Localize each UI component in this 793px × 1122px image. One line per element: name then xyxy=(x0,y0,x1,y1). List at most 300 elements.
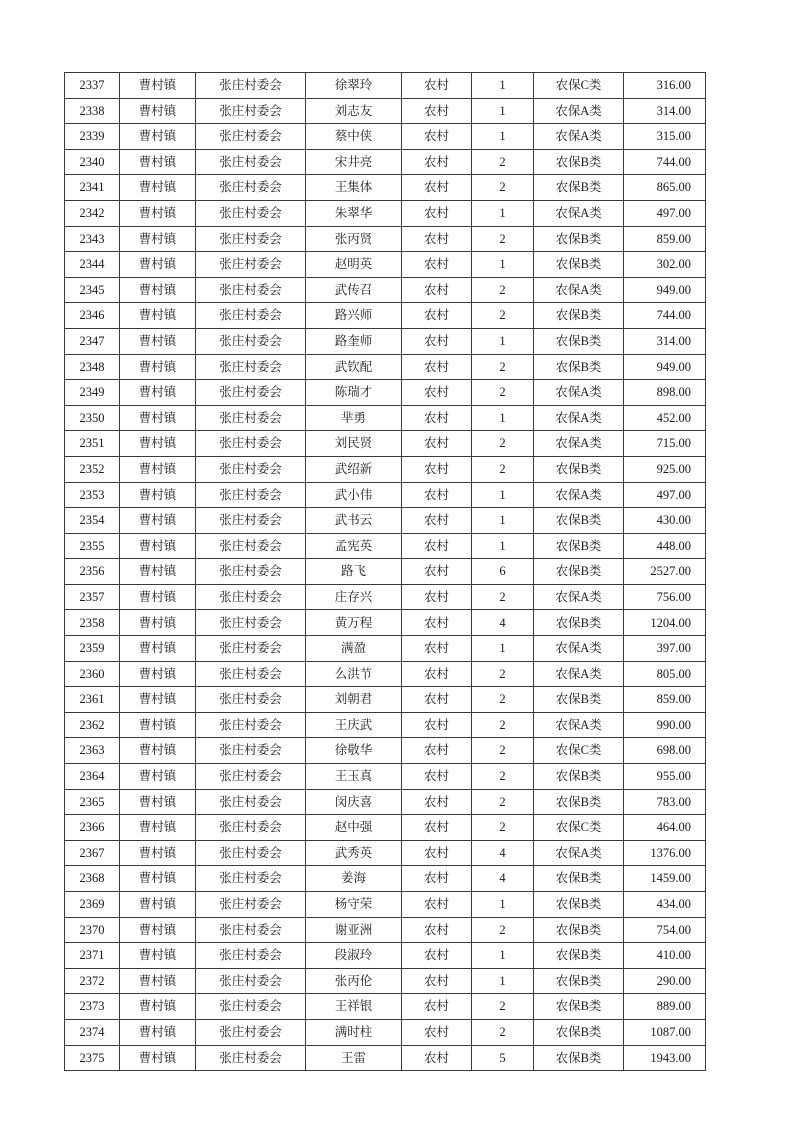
table-cell-category: 农保B类 xyxy=(534,994,624,1020)
table-cell-village: 张庄村委会 xyxy=(196,533,306,559)
table-cell-id: 2361 xyxy=(65,687,120,713)
table-cell-type: 农村 xyxy=(402,328,472,354)
table-cell-id: 2337 xyxy=(65,73,120,99)
table-cell-name: 徐敬华 xyxy=(306,738,402,764)
table-cell-amount: 859.00 xyxy=(624,226,706,252)
table-cell-count: 1 xyxy=(472,405,534,431)
table-cell-amount: 397.00 xyxy=(624,636,706,662)
table-cell-amount: 990.00 xyxy=(624,712,706,738)
table-cell-type: 农村 xyxy=(402,917,472,943)
table-cell-count: 2 xyxy=(472,584,534,610)
table-cell-town: 曹村镇 xyxy=(120,687,196,713)
table-cell-name: 张丙贤 xyxy=(306,226,402,252)
table-row xyxy=(65,636,706,662)
table-cell-village: 张庄村委会 xyxy=(196,866,306,892)
table-cell-type: 农村 xyxy=(402,226,472,252)
table-cell-count: 1 xyxy=(472,73,534,99)
table-cell-id: 2370 xyxy=(65,917,120,943)
table-cell-count: 1 xyxy=(472,482,534,508)
table-cell-type: 农村 xyxy=(402,661,472,687)
table-cell-id: 2358 xyxy=(65,610,120,636)
table-cell-id: 2372 xyxy=(65,968,120,994)
table-cell-amount: 1943.00 xyxy=(624,1045,706,1071)
table-cell-type: 农村 xyxy=(402,405,472,431)
table-row xyxy=(65,866,706,892)
table-cell-amount: 865.00 xyxy=(624,175,706,201)
table-cell-town: 曹村镇 xyxy=(120,892,196,918)
table-cell-amount: 949.00 xyxy=(624,354,706,380)
table-cell-name: 路飞 xyxy=(306,559,402,585)
table-cell-town: 曹村镇 xyxy=(120,943,196,969)
table-row xyxy=(65,789,706,815)
table-cell-category: 农保B类 xyxy=(534,917,624,943)
table-cell-id: 2373 xyxy=(65,994,120,1020)
table-row xyxy=(65,149,706,175)
table-cell-id: 2375 xyxy=(65,1045,120,1071)
table-cell-town: 曹村镇 xyxy=(120,661,196,687)
table-cell-category: 农保B类 xyxy=(534,866,624,892)
table-cell-amount: 316.00 xyxy=(624,73,706,99)
table-cell-id: 2362 xyxy=(65,712,120,738)
table-cell-id: 2347 xyxy=(65,328,120,354)
table-cell-type: 农村 xyxy=(402,738,472,764)
table-cell-id: 2368 xyxy=(65,866,120,892)
table-cell-town: 曹村镇 xyxy=(120,994,196,1020)
table-cell-village: 张庄村委会 xyxy=(196,661,306,687)
table-cell-name: 刘志友 xyxy=(306,98,402,124)
table-cell-town: 曹村镇 xyxy=(120,175,196,201)
table-cell-name: 刘民贤 xyxy=(306,431,402,457)
table-cell-name: 武秀英 xyxy=(306,840,402,866)
table-cell-category: 农保B类 xyxy=(534,687,624,713)
table-cell-amount: 410.00 xyxy=(624,943,706,969)
table-cell-count: 2 xyxy=(472,994,534,1020)
table-cell-id: 2350 xyxy=(65,405,120,431)
table-cell-amount: 464.00 xyxy=(624,815,706,841)
table-cell-count: 2 xyxy=(472,661,534,687)
table-row xyxy=(65,354,706,380)
table-cell-name: 王雷 xyxy=(306,1045,402,1071)
table-cell-village: 张庄村委会 xyxy=(196,175,306,201)
table-cell-town: 曹村镇 xyxy=(120,636,196,662)
table-cell-town: 曹村镇 xyxy=(120,405,196,431)
table-cell-name: 王集体 xyxy=(306,175,402,201)
table-cell-count: 1 xyxy=(472,636,534,662)
table-cell-name: 路兴师 xyxy=(306,303,402,329)
table-cell-category: 农保B类 xyxy=(534,533,624,559)
table-cell-amount: 744.00 xyxy=(624,149,706,175)
table-cell-town: 曹村镇 xyxy=(120,610,196,636)
table-cell-id: 2360 xyxy=(65,661,120,687)
table-cell-count: 1 xyxy=(472,892,534,918)
table-cell-count: 1 xyxy=(472,98,534,124)
table-cell-name: 武钦配 xyxy=(306,354,402,380)
table-cell-town: 曹村镇 xyxy=(120,789,196,815)
table-cell-id: 2365 xyxy=(65,789,120,815)
table-cell-type: 农村 xyxy=(402,149,472,175)
table-cell-town: 曹村镇 xyxy=(120,252,196,278)
table-cell-village: 张庄村委会 xyxy=(196,968,306,994)
table-cell-name: 王祥银 xyxy=(306,994,402,1020)
table-cell-count: 6 xyxy=(472,559,534,585)
table-cell-name: 王玉真 xyxy=(306,764,402,790)
table-row xyxy=(65,252,706,278)
table-cell-town: 曹村镇 xyxy=(120,968,196,994)
table-cell-type: 农村 xyxy=(402,508,472,534)
table-cell-id: 2366 xyxy=(65,815,120,841)
table-cell-amount: 805.00 xyxy=(624,661,706,687)
table-cell-village: 张庄村委会 xyxy=(196,303,306,329)
table-cell-count: 4 xyxy=(472,866,534,892)
table-cell-town: 曹村镇 xyxy=(120,456,196,482)
table-cell-name: 蔡中侠 xyxy=(306,124,402,150)
table-cell-name: 姜海 xyxy=(306,866,402,892)
table-cell-id: 2352 xyxy=(65,456,120,482)
table-cell-town: 曹村镇 xyxy=(120,559,196,585)
table-cell-category: 农保B类 xyxy=(534,303,624,329)
table-cell-town: 曹村镇 xyxy=(120,149,196,175)
table-cell-category: 农保A类 xyxy=(534,405,624,431)
table-cell-village: 张庄村委会 xyxy=(196,226,306,252)
table-cell-category: 农保A类 xyxy=(534,431,624,457)
table-body xyxy=(65,73,706,1071)
table-cell-village: 张庄村委会 xyxy=(196,380,306,406)
table-cell-name: 黄万程 xyxy=(306,610,402,636)
table-cell-amount: 698.00 xyxy=(624,738,706,764)
table-cell-category: 农保B类 xyxy=(534,1019,624,1045)
table-cell-category: 农保B类 xyxy=(534,226,624,252)
table-cell-count: 2 xyxy=(472,917,534,943)
table-cell-name: 武书云 xyxy=(306,508,402,534)
table-cell-town: 曹村镇 xyxy=(120,815,196,841)
table-cell-id: 2359 xyxy=(65,636,120,662)
table-row xyxy=(65,968,706,994)
table-cell-category: 农保B类 xyxy=(534,789,624,815)
table-cell-name: 杨守荣 xyxy=(306,892,402,918)
table-cell-town: 曹村镇 xyxy=(120,328,196,354)
table-cell-count: 2 xyxy=(472,738,534,764)
table-cell-id: 2342 xyxy=(65,200,120,226)
table-cell-type: 农村 xyxy=(402,584,472,610)
table-cell-village: 张庄村委会 xyxy=(196,764,306,790)
table-row xyxy=(65,124,706,150)
table-cell-type: 农村 xyxy=(402,124,472,150)
table-cell-count: 5 xyxy=(472,1045,534,1071)
table-cell-type: 农村 xyxy=(402,533,472,559)
table-cell-type: 农村 xyxy=(402,712,472,738)
table-cell-amount: 290.00 xyxy=(624,968,706,994)
table-row xyxy=(65,840,706,866)
table-cell-amount: 1459.00 xyxy=(624,866,706,892)
table-cell-amount: 497.00 xyxy=(624,482,706,508)
table-cell-name: 赵中强 xyxy=(306,815,402,841)
table-cell-category: 农保B类 xyxy=(534,149,624,175)
table-cell-village: 张庄村委会 xyxy=(196,73,306,99)
table-cell-type: 农村 xyxy=(402,866,472,892)
table-cell-id: 2353 xyxy=(65,482,120,508)
table-cell-count: 2 xyxy=(472,303,534,329)
table-cell-category: 农保A类 xyxy=(534,661,624,687)
table-row xyxy=(65,533,706,559)
table-cell-type: 农村 xyxy=(402,815,472,841)
table-row xyxy=(65,559,706,585)
table-cell-amount: 859.00 xyxy=(624,687,706,713)
table-cell-village: 张庄村委会 xyxy=(196,328,306,354)
table-cell-village: 张庄村委会 xyxy=(196,994,306,1020)
table-row xyxy=(65,175,706,201)
table-cell-type: 农村 xyxy=(402,636,472,662)
table-row xyxy=(65,98,706,124)
table-cell-id: 2348 xyxy=(65,354,120,380)
table-cell-id: 2343 xyxy=(65,226,120,252)
table-cell-category: 农保B类 xyxy=(534,764,624,790)
table-cell-town: 曹村镇 xyxy=(120,840,196,866)
table-cell-village: 张庄村委会 xyxy=(196,98,306,124)
table-row xyxy=(65,226,706,252)
table-cell-amount: 1204.00 xyxy=(624,610,706,636)
table-cell-category: 农保B类 xyxy=(534,508,624,534)
table-row xyxy=(65,277,706,303)
table-cell-name: 陈瑞才 xyxy=(306,380,402,406)
table-cell-count: 2 xyxy=(472,149,534,175)
table-cell-category: 农保A类 xyxy=(534,584,624,610)
table-cell-name: 庄存兴 xyxy=(306,584,402,610)
table-cell-amount: 314.00 xyxy=(624,98,706,124)
table-cell-village: 张庄村委会 xyxy=(196,482,306,508)
table-cell-type: 农村 xyxy=(402,73,472,99)
table-cell-type: 农村 xyxy=(402,840,472,866)
table-cell-id: 2354 xyxy=(65,508,120,534)
table-cell-type: 农村 xyxy=(402,200,472,226)
table-cell-village: 张庄村委会 xyxy=(196,456,306,482)
table-cell-name: 满时柱 xyxy=(306,1019,402,1045)
table-cell-id: 2371 xyxy=(65,943,120,969)
table-row xyxy=(65,764,706,790)
table-cell-category: 农保A类 xyxy=(534,636,624,662)
table-cell-count: 4 xyxy=(472,840,534,866)
table-cell-town: 曹村镇 xyxy=(120,533,196,559)
table-row xyxy=(65,405,706,431)
table-cell-village: 张庄村委会 xyxy=(196,431,306,457)
table-cell-amount: 756.00 xyxy=(624,584,706,610)
table-row xyxy=(65,943,706,969)
table-row xyxy=(65,1019,706,1045)
table-cell-id: 2339 xyxy=(65,124,120,150)
table-cell-name: 么洪节 xyxy=(306,661,402,687)
table-cell-id: 2344 xyxy=(65,252,120,278)
table-cell-count: 1 xyxy=(472,968,534,994)
table-cell-village: 张庄村委会 xyxy=(196,200,306,226)
table-cell-category: 农保B类 xyxy=(534,252,624,278)
table-cell-category: 农保A类 xyxy=(534,712,624,738)
table-cell-category: 农保B类 xyxy=(534,943,624,969)
table-cell-id: 2349 xyxy=(65,380,120,406)
table-cell-town: 曹村镇 xyxy=(120,866,196,892)
table-cell-town: 曹村镇 xyxy=(120,226,196,252)
table-row xyxy=(65,994,706,1020)
table-cell-type: 农村 xyxy=(402,764,472,790)
table-cell-category: 农保A类 xyxy=(534,380,624,406)
table-cell-category: 农保B类 xyxy=(534,892,624,918)
table-cell-town: 曹村镇 xyxy=(120,303,196,329)
table-cell-category: 农保C类 xyxy=(534,73,624,99)
table-cell-town: 曹村镇 xyxy=(120,508,196,534)
table-row xyxy=(65,431,706,457)
table-cell-count: 2 xyxy=(472,456,534,482)
table-cell-category: 农保A类 xyxy=(534,124,624,150)
table-cell-id: 2356 xyxy=(65,559,120,585)
table-cell-type: 农村 xyxy=(402,943,472,969)
table-cell-amount: 448.00 xyxy=(624,533,706,559)
table-cell-count: 1 xyxy=(472,124,534,150)
table-cell-village: 张庄村委会 xyxy=(196,943,306,969)
table-cell-village: 张庄村委会 xyxy=(196,277,306,303)
table-cell-name: 赵明英 xyxy=(306,252,402,278)
table-cell-name: 徐翠玲 xyxy=(306,73,402,99)
table-cell-count: 2 xyxy=(472,789,534,815)
table-cell-amount: 315.00 xyxy=(624,124,706,150)
subsidy-table xyxy=(64,72,706,1071)
table-cell-name: 武绍新 xyxy=(306,456,402,482)
table-cell-village: 张庄村委会 xyxy=(196,636,306,662)
table-cell-category: 农保A类 xyxy=(534,482,624,508)
table-cell-category: 农保A类 xyxy=(534,277,624,303)
table-cell-name: 张丙伦 xyxy=(306,968,402,994)
table-cell-amount: 783.00 xyxy=(624,789,706,815)
table-cell-town: 曹村镇 xyxy=(120,1045,196,1071)
table-cell-type: 农村 xyxy=(402,354,472,380)
table-cell-amount: 955.00 xyxy=(624,764,706,790)
table-cell-id: 2340 xyxy=(65,149,120,175)
table-row xyxy=(65,1045,706,1071)
table-row xyxy=(65,687,706,713)
table-cell-town: 曹村镇 xyxy=(120,712,196,738)
table-cell-amount: 889.00 xyxy=(624,994,706,1020)
table-cell-village: 张庄村委会 xyxy=(196,1045,306,1071)
table-cell-town: 曹村镇 xyxy=(120,764,196,790)
table-cell-count: 2 xyxy=(472,226,534,252)
table-cell-amount: 949.00 xyxy=(624,277,706,303)
table-cell-town: 曹村镇 xyxy=(120,124,196,150)
table-cell-type: 农村 xyxy=(402,98,472,124)
table-cell-amount: 1087.00 xyxy=(624,1019,706,1045)
table-cell-name: 武小伟 xyxy=(306,482,402,508)
table-cell-type: 农村 xyxy=(402,994,472,1020)
table-cell-category: 农保A类 xyxy=(534,200,624,226)
table-row xyxy=(65,917,706,943)
table-cell-category: 农保B类 xyxy=(534,354,624,380)
table-cell-id: 2355 xyxy=(65,533,120,559)
table-cell-type: 农村 xyxy=(402,892,472,918)
table-cell-count: 2 xyxy=(472,431,534,457)
table-cell-town: 曹村镇 xyxy=(120,738,196,764)
table-cell-type: 农村 xyxy=(402,482,472,508)
table-row xyxy=(65,303,706,329)
table-cell-type: 农村 xyxy=(402,789,472,815)
table-cell-name: 王庆武 xyxy=(306,712,402,738)
table-cell-amount: 314.00 xyxy=(624,328,706,354)
table-cell-count: 2 xyxy=(472,354,534,380)
table-cell-category: 农保B类 xyxy=(534,328,624,354)
table-cell-village: 张庄村委会 xyxy=(196,149,306,175)
table-row xyxy=(65,610,706,636)
table-cell-type: 农村 xyxy=(402,687,472,713)
table-row xyxy=(65,200,706,226)
table-cell-amount: 898.00 xyxy=(624,380,706,406)
table-cell-amount: 452.00 xyxy=(624,405,706,431)
table-row xyxy=(65,73,706,99)
table-cell-name: 孟宪英 xyxy=(306,533,402,559)
table-cell-count: 1 xyxy=(472,533,534,559)
table-cell-count: 2 xyxy=(472,712,534,738)
table-cell-name: 段淑玲 xyxy=(306,943,402,969)
table-cell-amount: 2527.00 xyxy=(624,559,706,585)
table-cell-type: 农村 xyxy=(402,1019,472,1045)
table-cell-count: 1 xyxy=(472,943,534,969)
table-cell-count: 1 xyxy=(472,508,534,534)
table-cell-village: 张庄村委会 xyxy=(196,610,306,636)
table-cell-count: 1 xyxy=(472,252,534,278)
table-cell-town: 曹村镇 xyxy=(120,380,196,406)
table-cell-count: 2 xyxy=(472,687,534,713)
table-cell-id: 2363 xyxy=(65,738,120,764)
table-cell-count: 2 xyxy=(472,1019,534,1045)
table-row xyxy=(65,482,706,508)
table-cell-count: 1 xyxy=(472,200,534,226)
table-cell-village: 张庄村委会 xyxy=(196,124,306,150)
table-cell-village: 张庄村委会 xyxy=(196,687,306,713)
table-row xyxy=(65,738,706,764)
table-cell-village: 张庄村委会 xyxy=(196,840,306,866)
table-cell-name: 路奎师 xyxy=(306,328,402,354)
table-cell-category: 农保A类 xyxy=(534,98,624,124)
table-cell-name: 谢亚洲 xyxy=(306,917,402,943)
table-cell-type: 农村 xyxy=(402,968,472,994)
table-cell-village: 张庄村委会 xyxy=(196,584,306,610)
table-cell-type: 农村 xyxy=(402,559,472,585)
table-cell-amount: 434.00 xyxy=(624,892,706,918)
table-cell-category: 农保A类 xyxy=(534,840,624,866)
table-cell-id: 2338 xyxy=(65,98,120,124)
table-cell-village: 张庄村委会 xyxy=(196,354,306,380)
table-row xyxy=(65,328,706,354)
table-cell-type: 农村 xyxy=(402,277,472,303)
table-cell-amount: 715.00 xyxy=(624,431,706,457)
table-cell-id: 2364 xyxy=(65,764,120,790)
table-cell-town: 曹村镇 xyxy=(120,277,196,303)
table-cell-village: 张庄村委会 xyxy=(196,917,306,943)
table-cell-name: 刘朝君 xyxy=(306,687,402,713)
table-cell-village: 张庄村委会 xyxy=(196,1019,306,1045)
table-cell-id: 2357 xyxy=(65,584,120,610)
table-cell-count: 1 xyxy=(472,328,534,354)
table-cell-id: 2346 xyxy=(65,303,120,329)
table-cell-count: 2 xyxy=(472,380,534,406)
table-cell-type: 农村 xyxy=(402,431,472,457)
table-cell-type: 农村 xyxy=(402,1045,472,1071)
table-row xyxy=(65,712,706,738)
table-cell-category: 农保B类 xyxy=(534,968,624,994)
table-cell-name: 武传召 xyxy=(306,277,402,303)
table-cell-category: 农保C类 xyxy=(534,738,624,764)
table-cell-id: 2367 xyxy=(65,840,120,866)
table-cell-town: 曹村镇 xyxy=(120,482,196,508)
table-cell-type: 农村 xyxy=(402,252,472,278)
table-cell-count: 4 xyxy=(472,610,534,636)
table-cell-amount: 302.00 xyxy=(624,252,706,278)
table-cell-id: 2345 xyxy=(65,277,120,303)
table-row xyxy=(65,584,706,610)
